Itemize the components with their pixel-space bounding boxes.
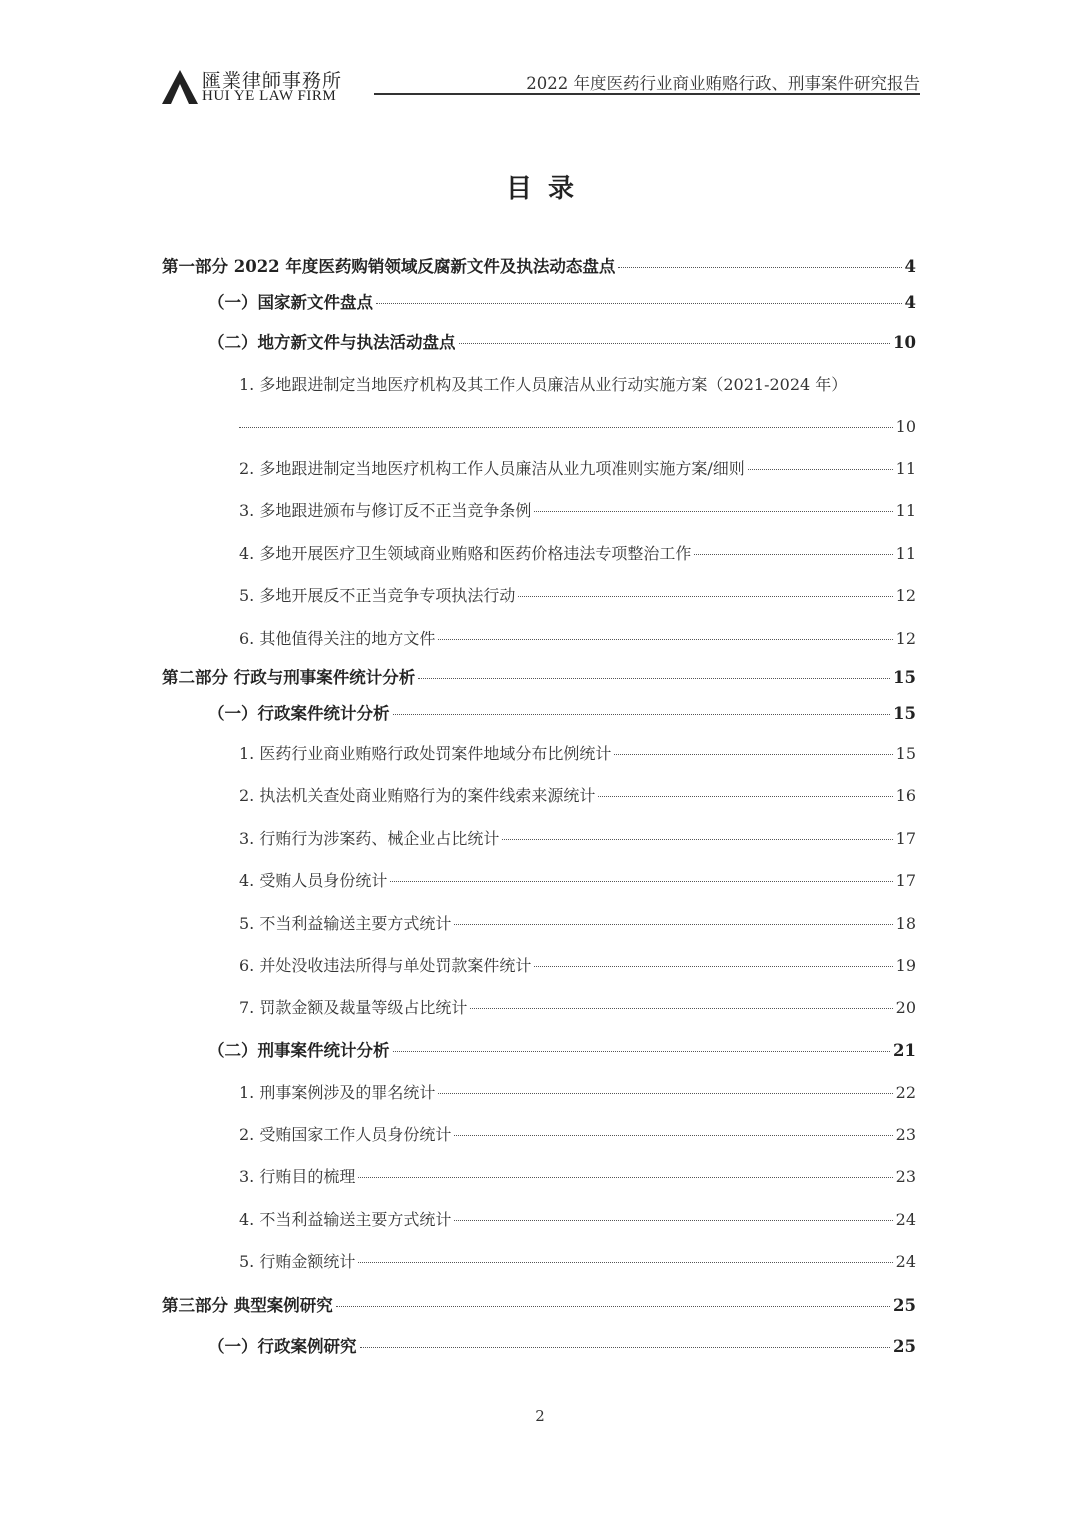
toc-label: 1. 多地跟进制定当地医疗机构及其工作人员廉洁从业行动实施方案（2021-2024 年） xyxy=(239,375,848,394)
toc-page-number: 24 xyxy=(895,1252,916,1272)
toc-page-number: 19 xyxy=(895,955,916,975)
dot-leader xyxy=(239,427,893,428)
toc-entry-subsection[interactable] xyxy=(162,1156,916,1198)
toc-page-number: 21 xyxy=(893,1040,916,1060)
toc-label: 6. 其他值得关注的地方文件 xyxy=(239,628,436,648)
report-title: 2022 年度医药行业商业贿赂行政、刑事案件研究报告 xyxy=(526,74,920,93)
toc-entry-subsection[interactable] xyxy=(162,1072,916,1114)
toc-label: 5. 不当利益输送主要方式统计 xyxy=(239,913,452,933)
dot-leader xyxy=(748,469,893,470)
dot-leader xyxy=(336,1306,890,1307)
toc-page-number: 20 xyxy=(895,998,916,1018)
dot-leader xyxy=(470,1008,892,1009)
toc-entry-subsection[interactable] xyxy=(162,860,916,902)
toc-label: 2. 受贿国家工作人员身份统计 xyxy=(239,1125,452,1145)
toc-entry-subsection[interactable] xyxy=(162,533,916,575)
page-number: 2 xyxy=(535,1407,545,1425)
dot-leader xyxy=(358,1177,892,1178)
dot-leader xyxy=(694,554,892,555)
logo-english-name: HUI YE LAW FIRM xyxy=(202,88,337,104)
page-header xyxy=(162,62,920,106)
toc-page-number: 15 xyxy=(893,703,916,723)
toc-label: 6. 并处没收违法所得与单处罚款案件统计 xyxy=(239,955,532,975)
toc-entry-part-3[interactable] xyxy=(162,1284,916,1328)
toc-page-number: 23 xyxy=(895,1167,916,1187)
toc-page-number: 12 xyxy=(895,586,916,606)
toc-label: 第三部分 典型案例研究 xyxy=(162,1295,333,1315)
table-of-contents xyxy=(162,249,916,1366)
dot-leader xyxy=(614,754,892,755)
toc-entry-subsection[interactable] xyxy=(162,818,916,860)
dot-leader xyxy=(390,881,892,882)
dot-leader xyxy=(454,1220,892,1221)
toc-entry-part-1[interactable] xyxy=(162,249,916,284)
toc-label: 4. 受贿人员身份统计 xyxy=(239,871,388,891)
toc-entry-part-2[interactable] xyxy=(162,660,916,695)
dot-leader xyxy=(358,1262,892,1263)
logo-chinese-name: 匯業律師事務所 xyxy=(202,70,343,92)
dot-leader xyxy=(459,343,891,344)
toc-label: 3. 行贿目的梳理 xyxy=(239,1167,356,1187)
toc-page-number: 11 xyxy=(895,459,916,478)
toc-label: 3. 行贿行为涉案药、械企业占比统计 xyxy=(239,828,500,848)
toc-page-number: 15 xyxy=(895,743,916,763)
toc-entry-section[interactable] xyxy=(162,1328,916,1366)
toc-entry-subsection[interactable] xyxy=(162,448,916,490)
dot-leader xyxy=(454,1135,892,1136)
toc-entry-subsection[interactable] xyxy=(162,1199,916,1241)
toc-label: 第二部分 行政与刑事案件统计分析 xyxy=(162,667,416,687)
toc-page-number: 25 xyxy=(893,1336,916,1356)
toc-entry-subsection[interactable] xyxy=(162,775,916,817)
toc-entry-subsection[interactable] xyxy=(162,618,916,660)
toc-entry-subsection[interactable] xyxy=(162,1241,916,1283)
toc-entry-section[interactable] xyxy=(162,322,916,364)
dot-leader xyxy=(393,1051,891,1052)
toc-label: （一）行政案件统计分析 xyxy=(208,703,390,723)
toc-label: 5. 行贿金额统计 xyxy=(239,1252,356,1272)
toc-page-number: 17 xyxy=(895,871,916,891)
toc-entry-subsection[interactable] xyxy=(162,575,916,617)
toc-label: 5. 多地开展反不正当竞争专项执法行动 xyxy=(239,586,516,606)
dot-leader xyxy=(598,796,892,797)
dot-leader xyxy=(438,639,892,640)
dot-leader xyxy=(518,596,892,597)
toc-entry-section[interactable] xyxy=(162,695,916,733)
header-rule xyxy=(374,93,920,95)
toc-page-number: 23 xyxy=(895,1125,916,1145)
toc-label: 第一部分 2022 年度医药购销领域反腐新文件及执法动态盘点 xyxy=(162,257,616,276)
law-firm-logo-icon xyxy=(162,70,198,104)
dot-leader xyxy=(454,924,892,925)
dot-leader xyxy=(438,1093,892,1094)
toc-label: 4. 多地开展医疗卫生领域商业贿赂和医药价格违法专项整治工作 xyxy=(239,543,692,563)
dot-leader xyxy=(618,267,901,268)
toc-label: （二）刑事案件统计分析 xyxy=(208,1040,390,1060)
toc-label: 2. 执法机关查处商业贿赂行为的案件线索来源统计 xyxy=(239,786,596,806)
toc-page-number: 11 xyxy=(895,501,916,521)
toc-label: 1. 刑事案例涉及的罪名统计 xyxy=(239,1082,436,1102)
toc-entry-subsection[interactable] xyxy=(162,987,916,1029)
dot-leader xyxy=(534,966,892,967)
toc-page-number: 18 xyxy=(895,913,916,933)
toc-label: 2. 多地跟进制定当地医疗机构工作人员廉洁从业九项准则实施方案/细则 xyxy=(239,459,745,478)
toc-entry-subsection-wrapped[interactable] xyxy=(162,364,916,448)
dot-leader xyxy=(502,839,892,840)
toc-page-number: 10 xyxy=(893,333,916,352)
toc-page-number: 10 xyxy=(895,417,916,436)
toc-label: 4. 不当利益输送主要方式统计 xyxy=(239,1209,452,1229)
toc-entry-subsection[interactable] xyxy=(162,490,916,532)
toc-page-number: 24 xyxy=(895,1209,916,1229)
dot-leader xyxy=(534,511,892,512)
toc-label: （一）行政案例研究 xyxy=(208,1336,357,1356)
toc-label: 7. 罚款金额及裁量等级占比统计 xyxy=(239,998,468,1018)
toc-page-number: 12 xyxy=(895,628,916,648)
toc-entry-subsection[interactable] xyxy=(162,903,916,945)
dot-leader xyxy=(393,714,891,715)
toc-entry-subsection[interactable] xyxy=(162,733,916,775)
toc-label: （二）地方新文件与执法活动盘点 xyxy=(208,333,456,352)
dot-leader xyxy=(360,1347,891,1348)
toc-page-number: 17 xyxy=(895,828,916,848)
toc-entry-subsection[interactable] xyxy=(162,945,916,987)
toc-page-number: 4 xyxy=(904,257,916,276)
toc-label: 3. 多地跟进颁布与修订反不正当竞争条例 xyxy=(239,501,532,521)
toc-label: （一）国家新文件盘点 xyxy=(208,293,373,312)
toc-page-number: 4 xyxy=(904,293,916,312)
toc-page-number: 25 xyxy=(893,1295,916,1315)
toc-page-number: 16 xyxy=(895,786,916,806)
toc-page-number: 15 xyxy=(893,667,916,687)
toc-page-number: 22 xyxy=(895,1082,916,1102)
toc-entry-subsection[interactable] xyxy=(162,1114,916,1156)
dot-leader xyxy=(418,678,890,679)
toc-label: 1. 医药行业商业贿赂行政处罚案件地域分布比例统计 xyxy=(239,743,612,763)
toc-entry-section[interactable] xyxy=(162,284,916,322)
toc-entry-section[interactable] xyxy=(162,1030,916,1072)
dot-leader xyxy=(376,303,902,304)
page-title: 目录 xyxy=(505,174,590,204)
toc-page-number: 11 xyxy=(895,543,916,563)
